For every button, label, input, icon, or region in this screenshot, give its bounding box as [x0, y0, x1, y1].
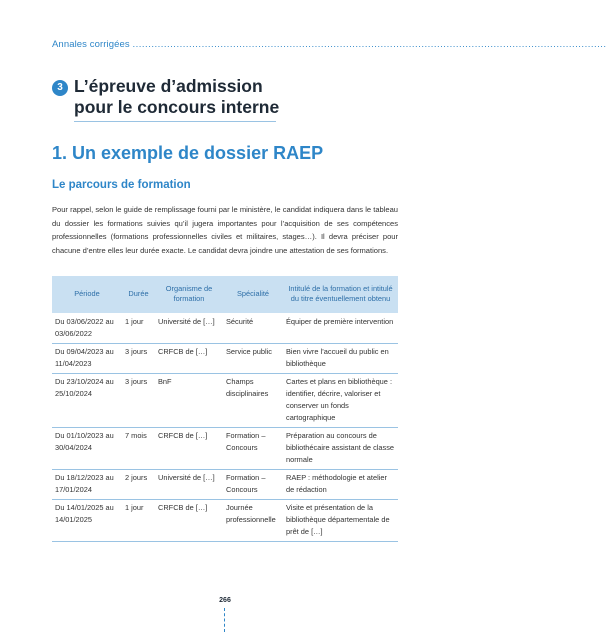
- cell-specialite: Service public: [223, 343, 283, 373]
- cell-periode: Du 14/01/2025 au 14/01/2025: [52, 499, 122, 541]
- cell-specialite: Champs disciplinaires: [223, 373, 283, 427]
- cell-intitule: Équiper de première intervention: [283, 313, 398, 343]
- table-row: [52, 427, 398, 469]
- cell-periode: Du 18/12/2023 au 17/01/2024: [52, 469, 122, 499]
- cell-intitule: Visite et présentation de la bibliothèque départementale de prêt de […]: [283, 499, 398, 541]
- cell-specialite: Journée professionnelle: [223, 499, 283, 541]
- table-row: [52, 313, 398, 343]
- cell-specialite: Formation – Concours: [223, 469, 283, 499]
- cell-organisme: Université de […]: [155, 469, 223, 499]
- running-header-title: Annales corrigées: [52, 39, 130, 50]
- cell-duree: 7 mois: [122, 427, 155, 469]
- cell-duree: 3 jours: [122, 343, 155, 373]
- section-title: 1. Un exemple de dossier RAEP: [52, 143, 324, 163]
- cell-duree: 3 jours: [122, 373, 155, 427]
- cell-specialite: Sécurité: [223, 313, 283, 343]
- header-specialite: Spécialité: [223, 276, 283, 313]
- cell-duree: 1 jour: [122, 499, 155, 541]
- cell-organisme: CRFCB de […]: [155, 427, 223, 469]
- header-intitule: Intitulé de la formation et intitulé du titre éventuellement obtenu: [283, 276, 398, 313]
- cell-organisme: Université de […]: [155, 313, 223, 343]
- table-row: [52, 499, 398, 541]
- running-header: [52, 39, 607, 50]
- cell-intitule: Bien vivre l’accueil du public en bibliothèque: [283, 343, 398, 373]
- page-marker-line: [224, 608, 225, 632]
- cell-organisme: CRFCB de […]: [155, 499, 223, 541]
- cell-duree: 1 jour: [122, 313, 155, 343]
- header-organisme: Organisme de formation: [155, 276, 223, 313]
- table-row: [52, 343, 398, 373]
- cell-intitule: Cartes et plans en bibliothèque : identifier, décrire, valoriser et conserver un fonds cartographique: [283, 373, 398, 427]
- cell-duree: 2 jours: [122, 469, 155, 499]
- intro-paragraph: Pour rappel, selon le guide de remplissage fourni par le ministère, le candidat indiquera dans le tableau du dossier les formations suivies qu’il jugera importantes pour l’acquisition de ses compétences professionnelles (formations professionnelles civiles et militaires, stages…). Il devra préciser pour chacune d’entre elles leur durée exacte. Le candidat devra joindre une attestation de ses formations.: [52, 205, 398, 255]
- table-row: [52, 373, 398, 427]
- table-row: [52, 469, 398, 499]
- formations-table: [52, 276, 398, 542]
- page-number: 266: [219, 597, 231, 604]
- running-header-dots: .......................................................................................................................................................: [132, 39, 607, 50]
- header-periode: Période: [52, 276, 122, 313]
- chapter-number-badge: 3: [52, 80, 68, 96]
- chapter-title: L’épreuve d’admission pour le concours interne: [74, 76, 280, 117]
- chapter-divider: [74, 121, 276, 122]
- header-duree: Durée: [122, 276, 155, 313]
- cell-periode: Du 01/10/2023 au 30/04/2024: [52, 427, 122, 469]
- subsection-title: Le parcours de formation: [52, 179, 191, 191]
- cell-periode: Du 23/10/2024 au 25/10/2024: [52, 373, 122, 427]
- cell-intitule: RAEP : méthodologie et atelier de rédaction: [283, 469, 398, 499]
- cell-organisme: CRFCB de […]: [155, 343, 223, 373]
- cell-periode: Du 03/06/2022 au 03/06/2022: [52, 313, 122, 343]
- cell-periode: Du 09/04/2023 au 11/04/2023: [52, 343, 122, 373]
- cell-intitule: Préparation au concours de bibliothécaire assistant de classe normale: [283, 427, 398, 469]
- table-header-row: [52, 276, 398, 313]
- cell-organisme: BnF: [155, 373, 223, 427]
- cell-specialite: Formation – Concours: [223, 427, 283, 469]
